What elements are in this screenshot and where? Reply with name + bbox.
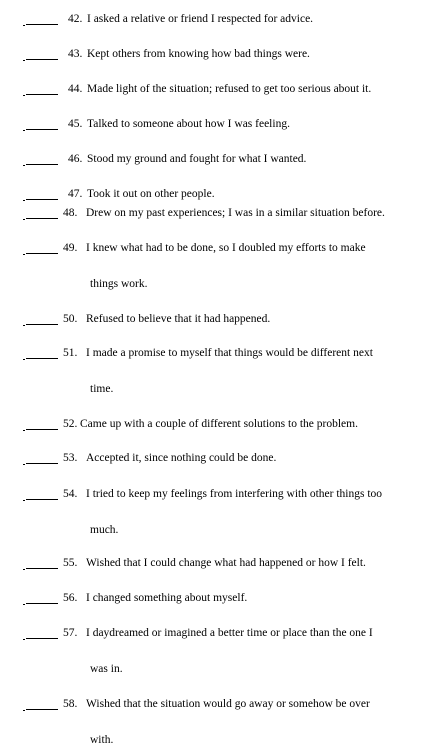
questionnaire-item — [0, 625, 429, 641]
item-text: Accepted it, since nothing could be done. — [86, 452, 277, 464]
item-number: 46. — [68, 153, 83, 165]
item-number: 42. — [68, 13, 83, 25]
item-text: I tried to keep my feelings from interfering with other things too — [86, 488, 383, 500]
item-number: 53. — [63, 452, 78, 464]
item-text-continuation: much. — [90, 524, 119, 536]
questionnaire-item — [0, 46, 429, 62]
answer-blank[interactable] — [26, 452, 58, 464]
item-text-continuation: time. — [90, 383, 114, 395]
questionnaire-item — [0, 696, 429, 712]
item-number: 50. — [63, 313, 78, 325]
item-text-continuation: was in. — [90, 663, 123, 675]
item-text: Made light of the situation; refused to get too serious about it. — [87, 83, 372, 95]
item-number: 48. — [63, 207, 78, 219]
answer-blank[interactable] — [26, 207, 58, 219]
answer-blank[interactable] — [26, 557, 58, 569]
item-number: 49. — [63, 242, 78, 254]
answer-blank[interactable] — [26, 698, 58, 710]
questionnaire-item — [0, 486, 429, 502]
item-text: Stood my ground and fought for what I wanted. — [87, 153, 307, 165]
item-number: 56. — [63, 592, 78, 604]
item-text-continuation: things work. — [90, 278, 148, 290]
item-text: I asked a relative or friend I respected for advice. — [87, 13, 314, 25]
item-text-continuation: with. — [90, 734, 114, 746]
item-number: 51. — [63, 347, 78, 359]
answer-blank[interactable] — [26, 488, 58, 500]
item-text: Kept others from knowing how bad things were. — [87, 48, 310, 60]
item-number: 43. — [68, 48, 83, 60]
answer-blank[interactable] — [26, 242, 58, 254]
questionnaire-item — [0, 345, 429, 361]
questionnaire-item — [0, 450, 429, 466]
questionnaire-item — [0, 81, 429, 97]
questionnaire-item — [0, 186, 429, 202]
answer-blank[interactable] — [26, 313, 58, 325]
item-text: I knew what had to be done, so I doubled my efforts to make — [86, 242, 366, 254]
answer-blank[interactable] — [26, 118, 58, 130]
item-number: 55. — [63, 557, 78, 569]
answer-blank[interactable] — [26, 592, 58, 604]
item-number: 57. — [63, 627, 78, 639]
answer-blank[interactable] — [26, 418, 58, 430]
item-number: 54. — [63, 488, 78, 500]
questionnaire-item — [0, 311, 429, 327]
item-text: I daydreamed or imagined a better time or place than the one I — [86, 627, 373, 639]
item-text: Refused to believe that it had happened. — [86, 313, 271, 325]
questionnaire-item — [0, 116, 429, 132]
questionnaire-item — [0, 205, 429, 221]
answer-blank[interactable] — [26, 48, 58, 60]
questionnaire-item — [0, 590, 429, 606]
answer-blank[interactable] — [26, 627, 58, 639]
item-text: Wished that the situation would go away or somehow be over — [86, 698, 370, 710]
item-text: Wished that I could change what had happened or how I felt. — [86, 557, 366, 569]
answer-blank[interactable] — [26, 188, 58, 200]
item-text: I made a promise to myself that things would be different next — [86, 347, 373, 359]
questionnaire-item — [0, 151, 429, 167]
questionnaire-item — [0, 416, 429, 432]
item-text: Talked to someone about how I was feeling. — [87, 118, 290, 130]
item-number: 52. — [63, 418, 78, 430]
item-number: 47. — [68, 188, 83, 200]
questionnaire-item — [0, 555, 429, 571]
item-number: 44. — [68, 83, 83, 95]
item-text: Took it out on other people. — [87, 188, 215, 200]
item-text: I changed something about myself. — [86, 592, 248, 604]
answer-blank[interactable] — [26, 83, 58, 95]
questionnaire-item — [0, 11, 429, 27]
item-text: Came up with a couple of different solutions to the problem. — [80, 418, 358, 430]
item-text: Drew on my past experiences; I was in a similar situation before. — [86, 207, 385, 219]
answer-blank[interactable] — [26, 347, 58, 359]
item-number: 45. — [68, 118, 83, 130]
answer-blank[interactable] — [26, 13, 58, 25]
item-number: 58. — [63, 698, 78, 710]
questionnaire-item — [0, 240, 429, 256]
answer-blank[interactable] — [26, 153, 58, 165]
